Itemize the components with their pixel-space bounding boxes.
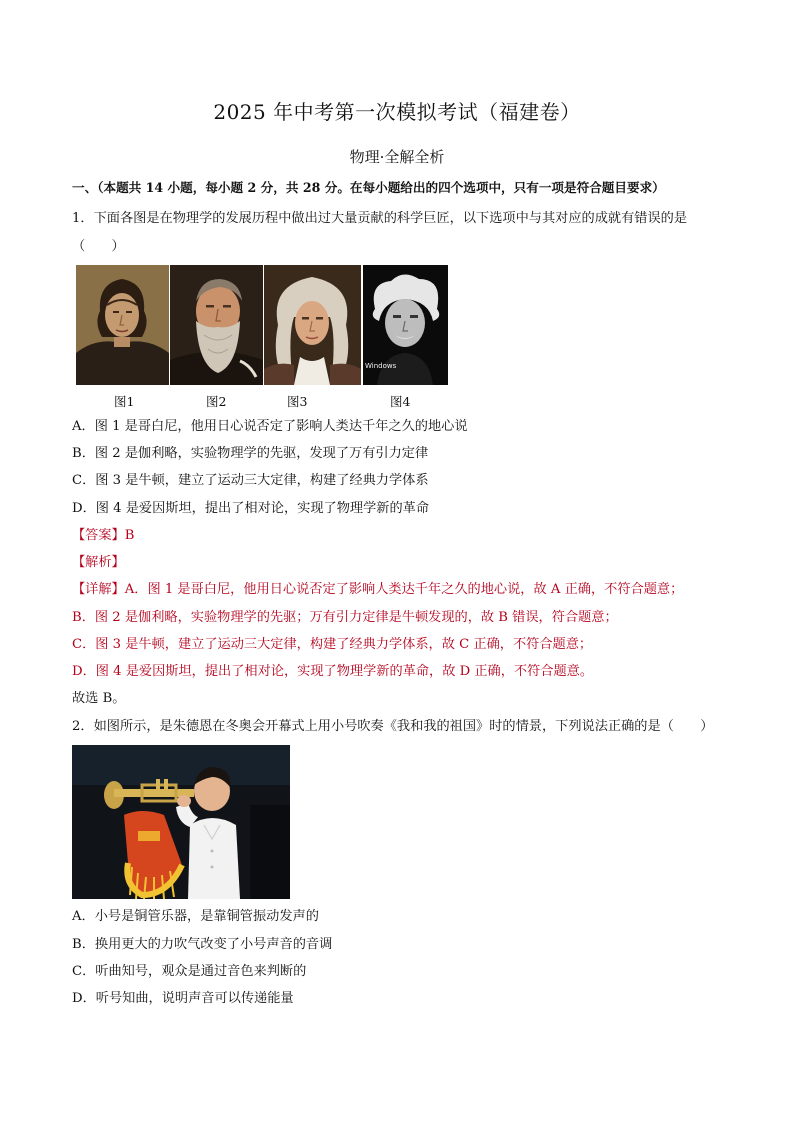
galileo-portrait xyxy=(170,265,263,385)
question-1-option-c: C．图 3 是牛顿，建立了运动三大定律，构建了经典力学体系 xyxy=(72,473,429,488)
question-1-stem: 1．下面各图是在物理学的发展历程中做出过大量贡献的科学巨匠，以下选项中与其对应的成就有错误的是 xyxy=(72,211,688,226)
figure-caption-2: 图2 xyxy=(206,394,227,409)
figure-caption-4: 图4 xyxy=(390,394,411,409)
detail-tag: 【详解】 xyxy=(72,582,125,597)
einstein-portrait xyxy=(363,265,448,385)
detail-line-c: C．图 3 是牛顿，建立了运动三大定律，构建了经典力学体系，故 C 正确，不符合题意； xyxy=(72,637,593,652)
detail-line-a xyxy=(72,581,732,599)
question-2-option-b: B．换用更大的力吹气改变了小号声音的音调 xyxy=(72,937,333,952)
answer-tag: 【答案】 xyxy=(72,528,125,543)
question-2-stem: 2．如图所示，是朱德恩在冬奥会开幕式上用小号吹奏《我和我的祖国》时的情景，下列说法正确的是（ ） xyxy=(72,719,714,734)
analysis-tag: 【解析】 xyxy=(72,555,125,570)
conclusion: 故选 B。 xyxy=(72,691,126,706)
detail-line-d: D．图 4 是爱因斯坦，提出了相对论，实现了物理学新的革命，故 D 正确，不符合题意。 xyxy=(72,664,594,679)
figure-caption-3: 图3 xyxy=(287,394,308,409)
answer-line xyxy=(72,527,732,545)
question-1-option-a: A．图 1 是哥白尼，他用日心说否定了影响人类达千年之久的地心说 xyxy=(72,419,468,434)
detail-line-b: B．图 2 是伽利略，实验物理学的先驱；万有引力定律是牛顿发现的，故 B 错误，符合题意； xyxy=(72,610,618,625)
question-1-stem-blank: （ ） xyxy=(72,239,125,254)
newton-portrait xyxy=(264,265,361,385)
copernicus-portrait xyxy=(76,265,169,385)
question-2-option-a: A．小号是铜管乐器，是靠铜管振动发声的 xyxy=(72,909,319,924)
question-1-option-d: D．图 4 是爱因斯坦，提出了相对论，实现了物理学新的革命 xyxy=(72,501,430,516)
page-title: 2025 年中考第一次模拟考试（福建卷） xyxy=(213,100,581,124)
figure-caption-1: 图1 xyxy=(114,394,135,409)
detail-text-a: A．图 1 是哥白尼，他用日心说否定了影响人类达千年之久的地心说，故 A 正确，不符合题意； xyxy=(124,582,684,597)
question-2-option-c: C．听曲知号，观众是通过音色来判断的 xyxy=(72,964,307,979)
windows-watermark: Windows xyxy=(365,362,397,370)
boy-playing-trumpet-photo xyxy=(72,745,290,899)
section-heading: 一、（本题共 14 小题，每小题 2 分，共 28 分。在每小题给出的四个选项中，只有一项是符合题目要求） xyxy=(72,180,665,195)
answer-value: B xyxy=(124,528,135,543)
page-subtitle: 物理·全解全析 xyxy=(349,148,445,166)
question-1-option-b: B．图 2 是伽利略，实验物理学的先驱，发现了万有引力定律 xyxy=(72,446,429,461)
question-2-option-d: D．听号知曲，说明声音可以传递能量 xyxy=(72,991,294,1006)
